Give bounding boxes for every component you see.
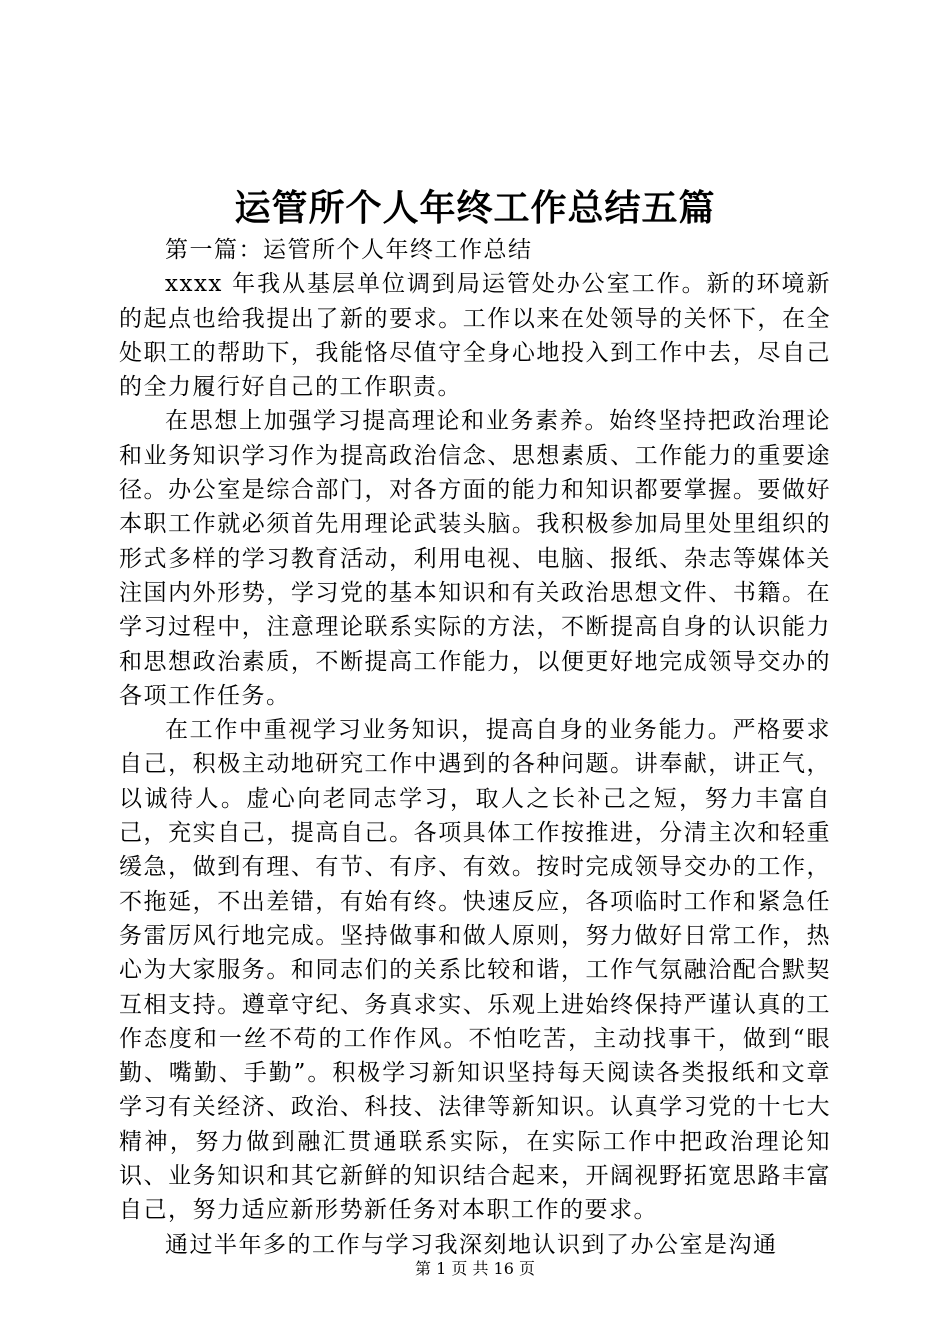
document-body <box>119 233 831 1262</box>
page-footer: 第 1 页 共 16 页 <box>415 1259 535 1278</box>
section-heading: 第一篇：运管所个人年终工作总结 <box>165 237 533 263</box>
paragraph: 通过半年多的工作与学习我深刻地认识到了办公室是沟通 <box>165 1231 778 1258</box>
document-title: 运管所个人年终工作总结五篇 <box>234 187 716 229</box>
paragraph: 在思想上加强学习提高理论和业务素养。始终坚持把政治理论和业务知识学习作为提高政治信念、思想素质、工作能力的重要途径。办公室是综合部门，对各方面的能力和知识都要掌握。要做好本职工作就必须首先用理论武装头脑。我积极参加局里处里组织的形式多样的学习教育活动，利用电视、电脑、报纸、杂志等媒体关注国内外形势，学习党的基本知识和有关政治思想文件、书籍。在学习过程中，注意理论联系实际的方法，不断提高自身的认识能力和思想政治素质，不断提高工作能力，以便更好地完成领导交办的各项工作任务。 <box>119 408 831 709</box>
paragraph: xxxx 年我从基层单位调到局运管处办公室工作。新的环境新的起点也给我提出了新的要求。工作以来在处领导的关怀下，在全处职工的帮助下，我能恪尽值守全身心地投入到工作中去，尽自己的全力履行好自己的工作职责。 <box>119 271 831 401</box>
paragraph: 在工作中重视学习业务知识，提高自身的业务能力。严格要求自己，积极主动地研究工作中遇到的各种问题。讲奉献，讲正气，以诚待人。虚心向老同志学习，取人之长补己之短，努力丰富自己，充实自己，提高自己。各项具体工作按推进，分清主次和轻重缓急，做到有理、有节、有序、有效。按时完成领导交办的工作，不拖延，不出差错，有始有终。快速反应，各项临时工作和紧急任务雷厉风行地完成。坚持做事和做人原则，努力做好日常工作，热心为大家服务。和同志们的关系比较和谐，工作气氛融洽配合默契互相支持。遵章守纪、务真求实、乐观上进始终保持严谨认真的工作态度和一丝不苟的工作作风。不怕吃苦，主动找事干，做到“眼勤、嘴勤、手勤”。积极学习新知识坚持每天阅读各类报纸和文章学习有关经济、政治、科技、法律等新知识。认真学习党的十七大精神，努力做到融汇贯通联系实际，在实际工作中把政治理论知识、业务知识和其它新鲜的知识结合起来，开阔视野拓宽思路丰富自己，努力适应新形势新任务对本职工作的要求。 <box>119 717 831 1224</box>
